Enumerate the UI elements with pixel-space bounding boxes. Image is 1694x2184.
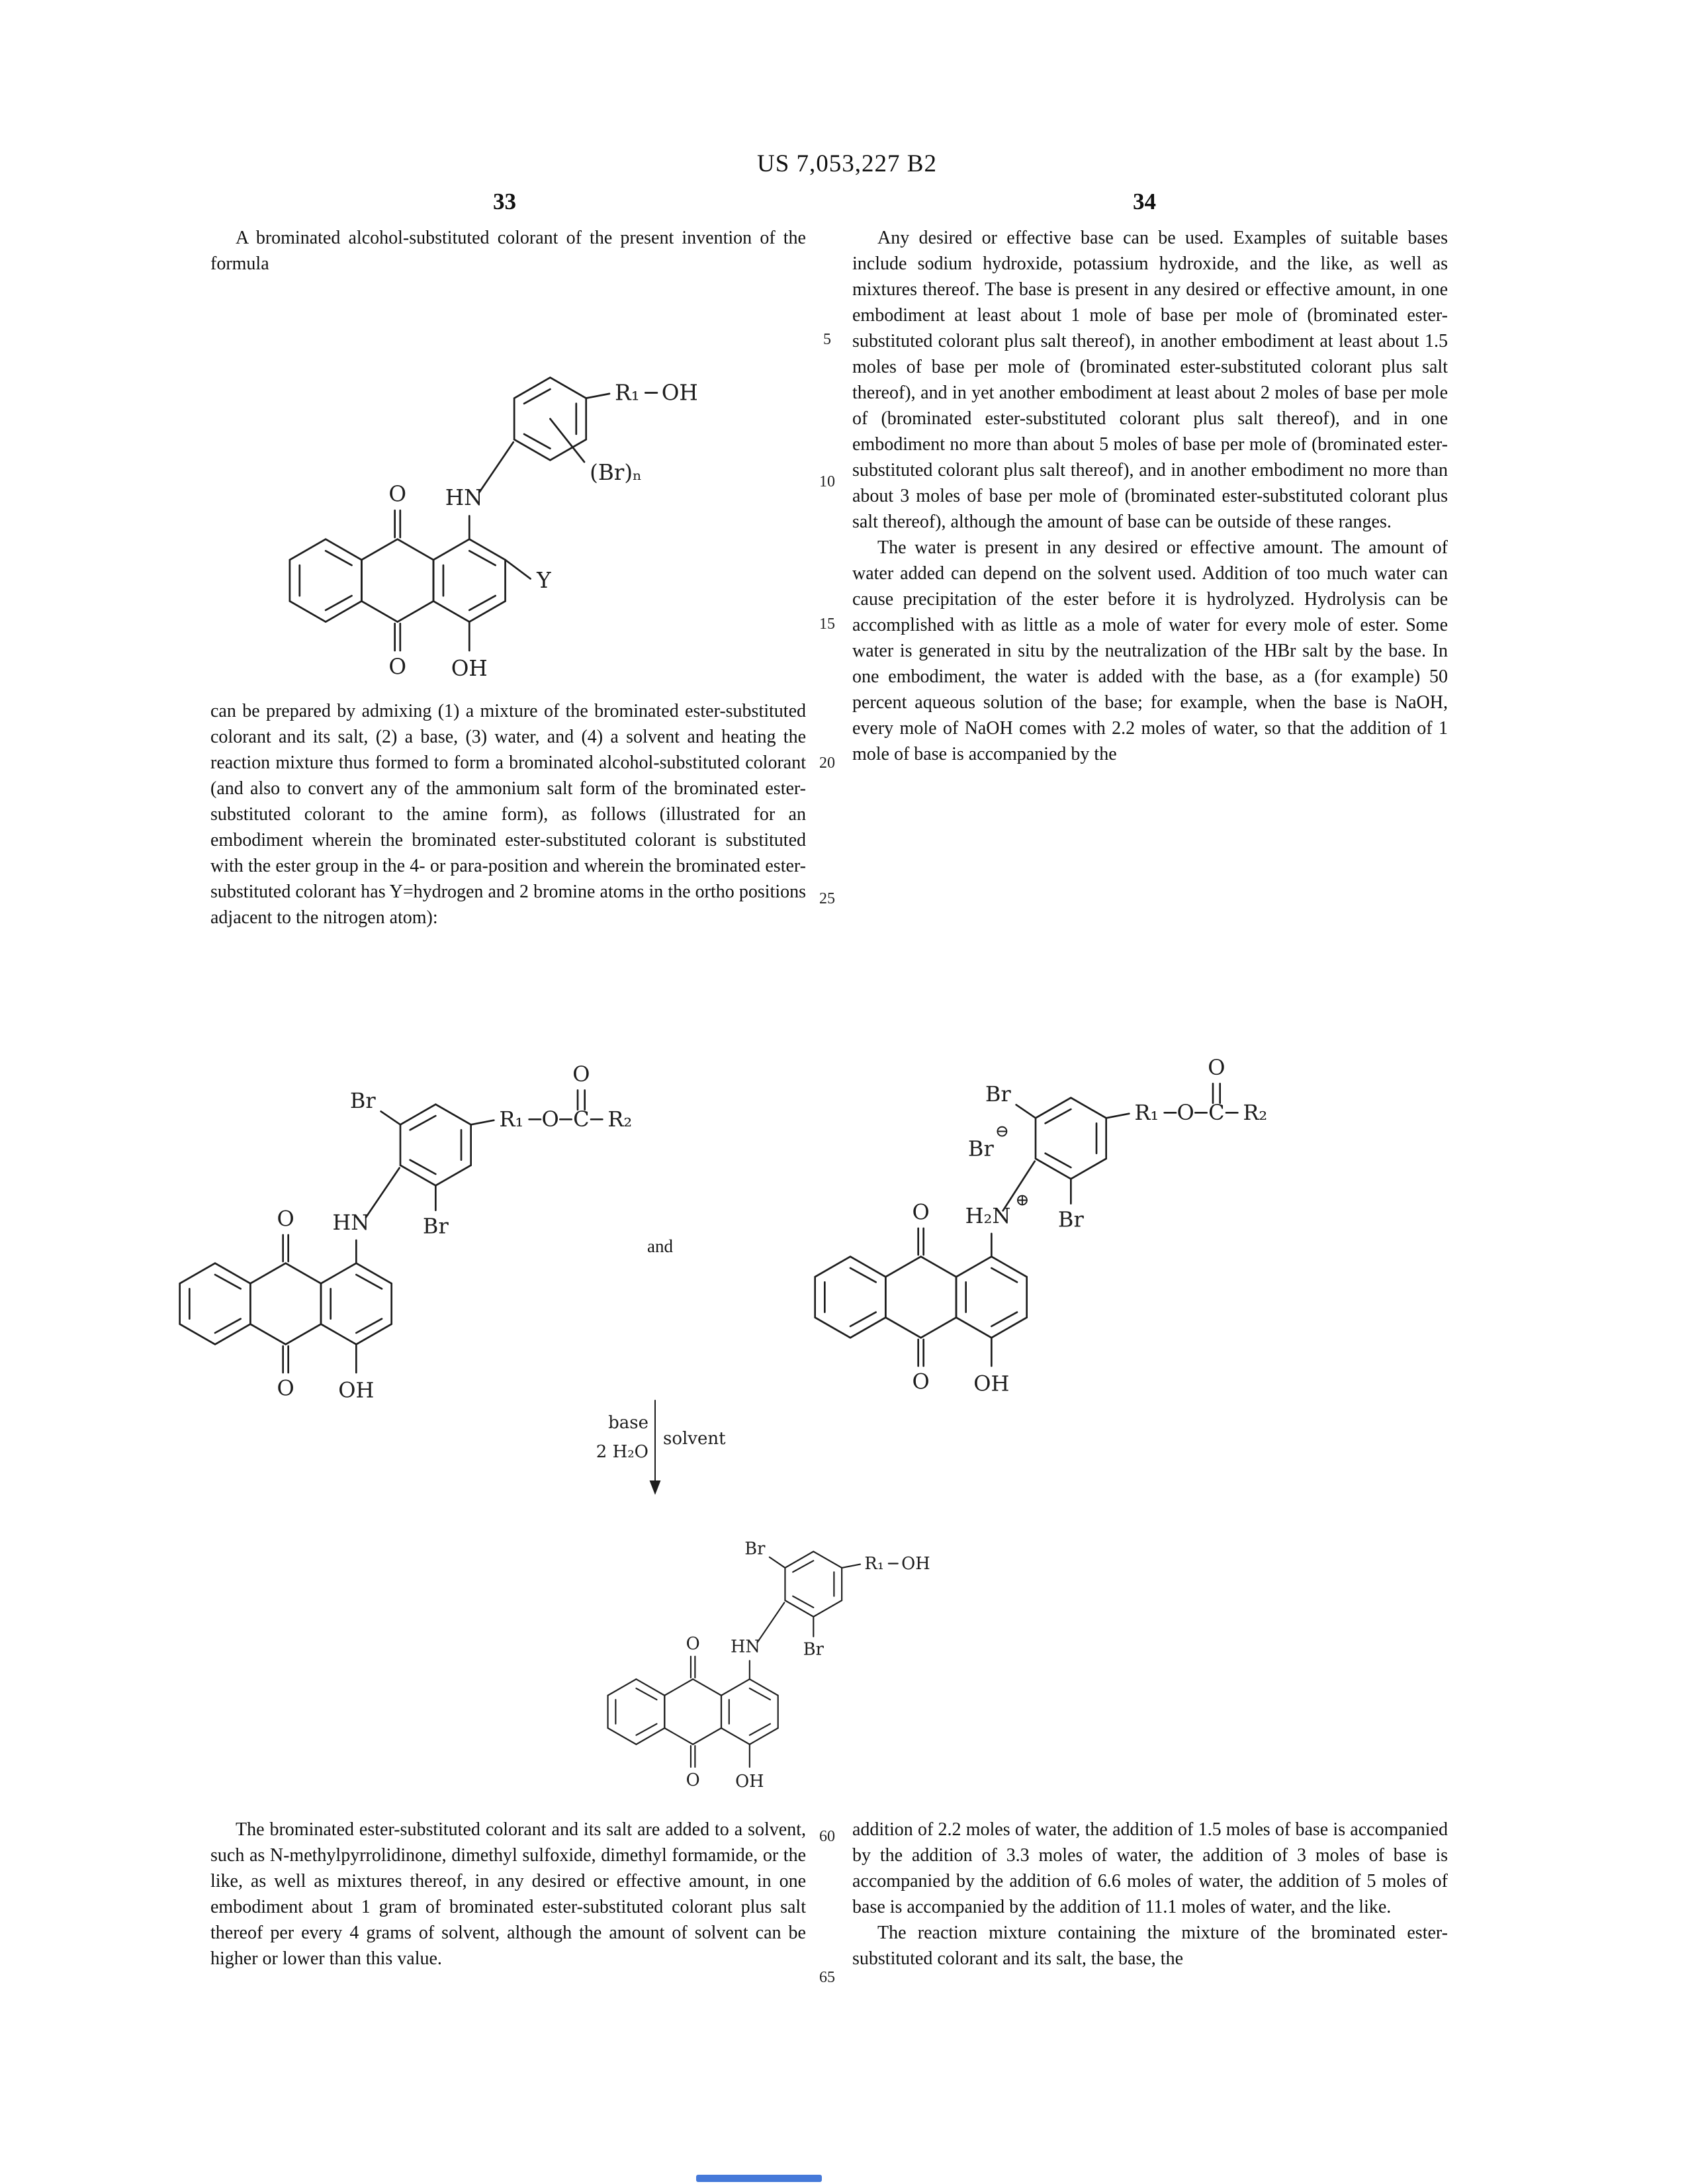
r2-label: R₂ bbox=[607, 1107, 633, 1132]
column-33-intro bbox=[210, 225, 806, 277]
reaction-arrow bbox=[556, 1396, 754, 1502]
patent-number: US 7,053,227 B2 bbox=[757, 150, 937, 177]
carbonyl-o-top-label: O bbox=[686, 1634, 700, 1655]
phenyl-ring bbox=[381, 1090, 603, 1210]
anthraquinone-skeleton bbox=[180, 1168, 400, 1373]
amine-hn-label: HN bbox=[332, 1210, 370, 1235]
column-34-body bbox=[852, 225, 1448, 767]
page-number-34: 34 bbox=[1133, 189, 1156, 214]
amine-hn-label: HN bbox=[445, 485, 483, 511]
gutter-line-number-65: 65 bbox=[819, 1969, 835, 1986]
plus-charge-icon: ⊕ bbox=[1015, 1189, 1030, 1210]
column-33-body bbox=[210, 698, 806, 931]
br-ortho-bottom-label: Br bbox=[803, 1639, 824, 1660]
carbonyl-o-top-label: O bbox=[277, 1206, 294, 1232]
page-number-33: 33 bbox=[493, 189, 516, 214]
br-n-label: (Br)ₙ bbox=[590, 460, 643, 486]
anthraquinone-skeleton bbox=[815, 1161, 1035, 1366]
condition-water-label: 2 H₂O bbox=[596, 1442, 648, 1462]
paragraph-solvent: The brominated ester-substituted colorant and its salt are added to a solvent, such as N-methylpyrrolidinone, dimethyl sulfoxide, dimethyl formamide, or the like, as well as mixtures thereof, in any desired or effective amount, in one embodiment about 1 gram of brominated ester-substituted colorant plus salt thereof per every 4 grams of solvent, although the amount of solvent can be higher or lower than this value. bbox=[210, 1819, 806, 1969]
structure-ester-colorant bbox=[136, 1039, 665, 1410]
r1-oh-label: OH bbox=[901, 1554, 930, 1574]
paragraph-water-moles: addition of 2.2 moles of water, the addition of 1.5 moles of base is accompanied by the addition of 3.3 moles of water, the addition of 3 moles of base is accompanied by the addition of 6.6 moles of water, the addition of 5 moles of base is accompanied by the addition of 11.1 moles of water, and the like. bbox=[852, 1819, 1448, 1917]
hydroxy-oh-label: OH bbox=[451, 656, 488, 681]
bromide-br-label: Br bbox=[967, 1136, 994, 1161]
structure-alcohol-colorant-generic bbox=[245, 311, 748, 688]
paragraph-water: The water is present in any desired or effective amount. The amount of water added can depend on the solvent used. Addition of too much water can cause precipitation of the ester before it is hydrolyzed. Hydrolysis can be accomplished with as little as a mole of water for every mole of ester. Some water is generated in situ by the neutralization of the HBr salt by the base. In one embodiment, the water is added with the base, as a (for example) 50 percent aqueous solution of the base; for example, when the base is NaOH, every mole of NaOH comes with 2.2 moles of water, so that the addition of 1 mole of base is accompanied by the bbox=[852, 537, 1448, 764]
r1-label: R₁ bbox=[615, 380, 640, 406]
ester-o-label: O bbox=[1177, 1100, 1194, 1125]
condition-base-label: base bbox=[608, 1413, 648, 1433]
br-ortho-top-label: Br bbox=[349, 1088, 376, 1113]
carbonyl-o-top-label: O bbox=[388, 481, 407, 507]
paragraph-bases: Any desired or effective base can be used. Examples of suitable bases include sodium hydroxide, potassium hydroxide, and the like, as well as mixtures thereof. The base is present in any desired or effective amount, in one embodiment at least about 1 mole of base per mole of (brominated ester-substituted colorant plus salt thereof), in another embodiment at least about 1.5 moles of base per mole of (brominated ester-substituted colorant plus salt thereof), and in yet another embodiment at least about 2 moles of base per mole of (brominated ester-substituted colorant plus salt thereof), and in one embodiment no more than about 5 moles of base per mole of (brominated ester-substituted colorant plus salt thereof), and in another embodiment no more than about 3 moles of base per mole of (brominated ester-substituted colorant plus salt thereof), although the amount of base can be outside of these ranges. bbox=[852, 228, 1448, 532]
gutter-line-number-15: 15 bbox=[819, 615, 835, 633]
amine-hn-label: HN bbox=[730, 1637, 760, 1657]
br-ortho-bottom-label: Br bbox=[1057, 1206, 1084, 1232]
carbonyl-o-bottom-label: O bbox=[388, 654, 407, 680]
ester-c-label: C bbox=[1208, 1100, 1225, 1125]
carbonyl-o-bottom-label: O bbox=[277, 1375, 294, 1401]
gutter-line-number-20: 20 bbox=[819, 754, 835, 772]
structure-ester-colorant-salt bbox=[771, 1032, 1300, 1403]
r1-oh-label: OH bbox=[661, 380, 698, 406]
column-34-bottom bbox=[852, 1817, 1448, 1972]
anthraquinone-skeleton bbox=[608, 1602, 785, 1767]
gutter-line-number-10: 10 bbox=[819, 473, 835, 490]
br-ortho-top-label: Br bbox=[985, 1081, 1011, 1107]
ammonium-h2n-label: H₂N bbox=[965, 1203, 1011, 1228]
r2-label: R₂ bbox=[1243, 1100, 1268, 1125]
minus-charge-icon: ⊖ bbox=[995, 1120, 1009, 1141]
arrow-shaft bbox=[650, 1400, 660, 1493]
br-ortho-bottom-label: Br bbox=[422, 1213, 449, 1239]
gutter-line-number-60: 60 bbox=[819, 1828, 835, 1845]
r1-label: R₁ bbox=[864, 1554, 885, 1574]
ester-c-label: C bbox=[573, 1107, 590, 1132]
hydroxy-oh-label: OH bbox=[973, 1371, 1010, 1396]
ester-o-label: O bbox=[541, 1107, 559, 1132]
br-ortho-top-label: Br bbox=[744, 1539, 766, 1559]
phenyl-ring bbox=[1016, 1083, 1238, 1203]
carbonyl-o-top-label: O bbox=[912, 1199, 930, 1225]
column-33-bottom bbox=[210, 1817, 806, 1972]
and-connector: and bbox=[647, 1236, 673, 1256]
r1-label: R₁ bbox=[1134, 1100, 1159, 1125]
hydroxy-oh-label: OH bbox=[338, 1377, 375, 1403]
gutter-line-number-25: 25 bbox=[819, 890, 835, 907]
carbonyl-o-bottom-label: O bbox=[686, 1770, 700, 1790]
paragraph-intro: A brominated alcohol-substituted colorant of the present invention of the formula bbox=[210, 228, 806, 274]
carbonyl-o-bottom-label: O bbox=[912, 1369, 930, 1394]
paragraph-reaction-mixture: The reaction mixture containing the mixture of the brominated ester-substituted colorant and its salt, the base, the bbox=[852, 1923, 1448, 1969]
r1-label: R₁ bbox=[499, 1107, 524, 1132]
ester-carbonyl-o-label: O bbox=[1208, 1055, 1226, 1080]
scrollbar-thumb[interactable] bbox=[696, 2175, 822, 2182]
paragraph-can-be-prepared: can be prepared by admixing (1) a mixture of the brominated ester-substituted colorant and its salt, (2) a base, (3) water, and (4) a solvent and heating the reaction mixture thus formed to form a brominated alcohol-substituted colorant (and also to convert any of the ammonium salt form of the brominated ester-substituted colorant to the amine form), as follows (illustrated for an embodiment wherein the brominated ester-substituted colorant is substituted with the ester group in the 4- or para-position and wherein the brominated ester-substituted colorant has Y=hydrogen and 2 bromine atoms in the ortho positions adjacent to the nitrogen atom): bbox=[210, 701, 806, 928]
structure-alcohol-colorant-product bbox=[572, 1499, 969, 1797]
y-substituent-label: Y bbox=[537, 568, 551, 593]
hydroxy-oh-label: OH bbox=[735, 1772, 764, 1792]
ester-carbonyl-o-label: O bbox=[572, 1062, 590, 1087]
gutter-line-number-5: 5 bbox=[823, 331, 831, 348]
condition-solvent-label: solvent bbox=[663, 1429, 726, 1449]
anthraquinone-skeleton bbox=[290, 442, 531, 651]
